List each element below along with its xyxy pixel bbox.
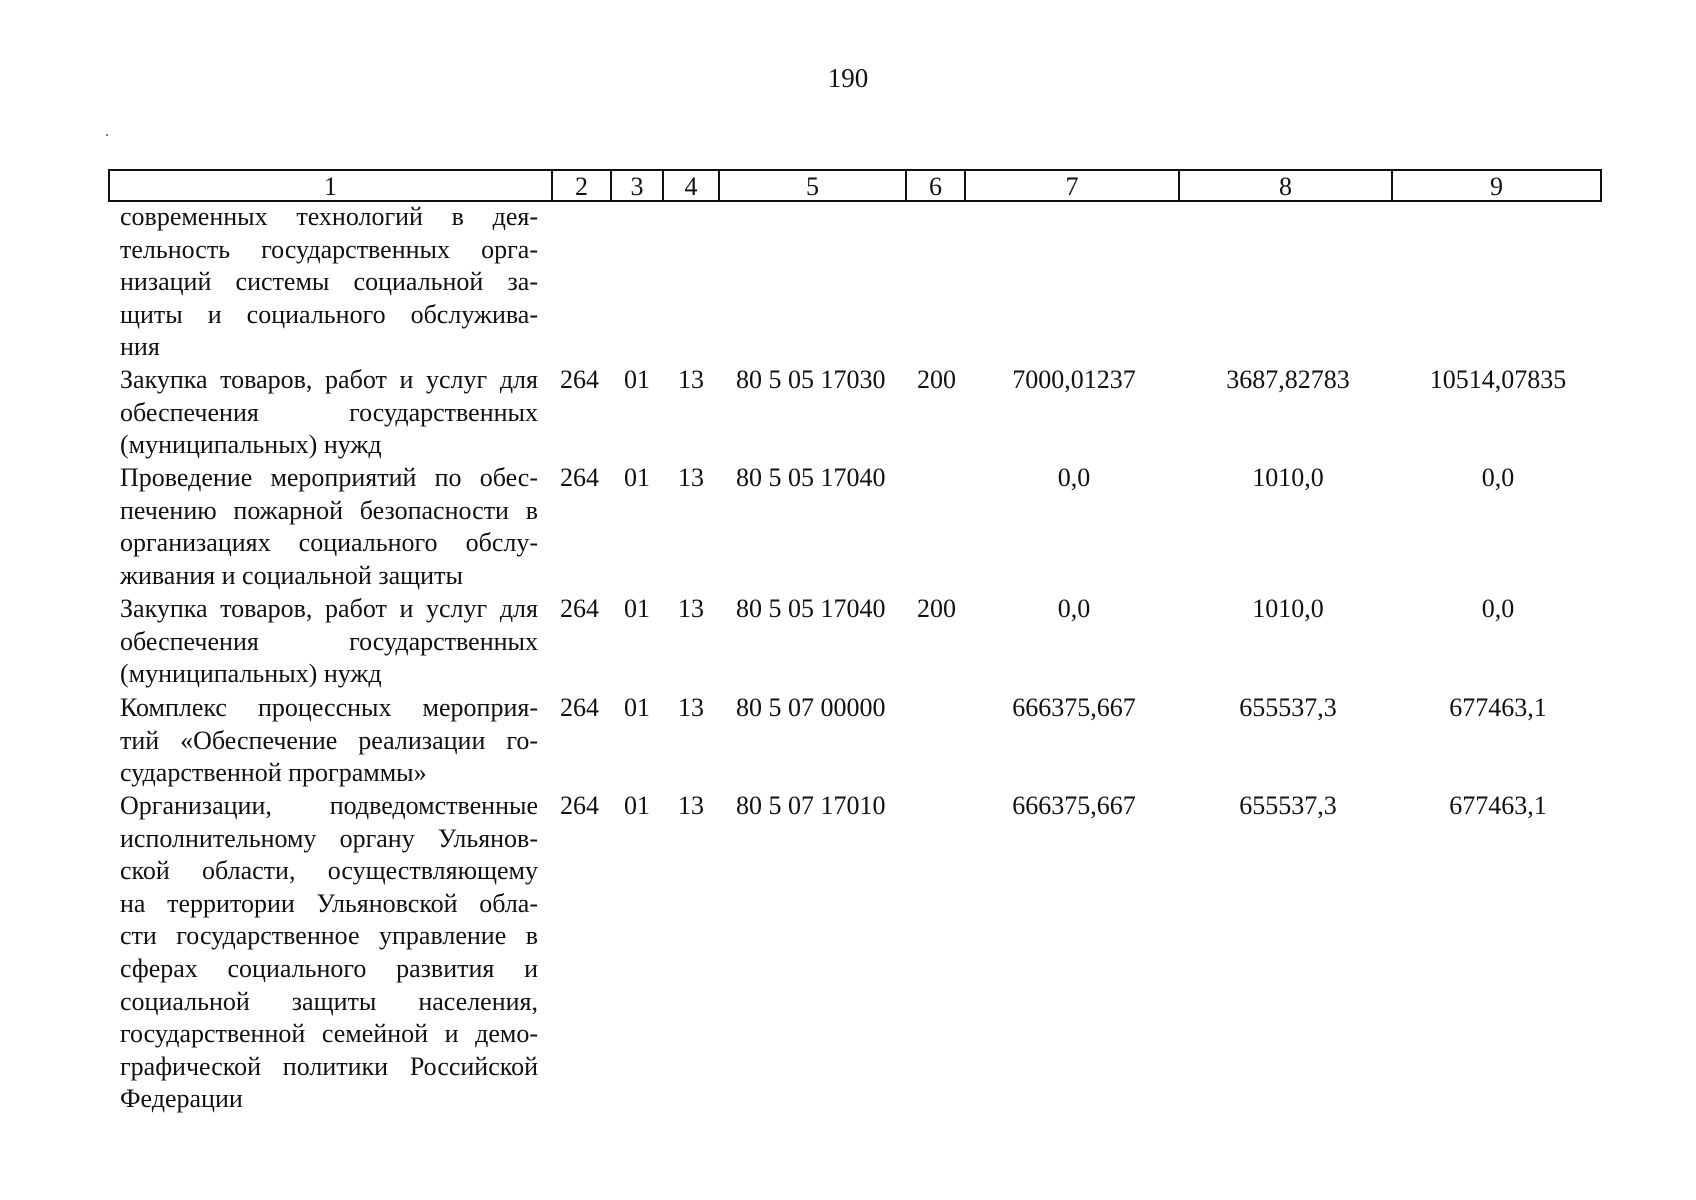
cell-expense-type: 200: [917, 594, 956, 623]
cell-amount-8: 3687,82783: [1226, 365, 1350, 394]
description-line: Закупка товаров, работ и услуг для: [120, 594, 538, 623]
description-line: Закупка товаров, работ и услуг для: [120, 365, 538, 394]
cell-target-article: 80 5 07 00000: [736, 693, 886, 722]
header-cell-4: 4: [664, 171, 720, 200]
cell-amount-7: 666375,667: [1012, 693, 1136, 722]
cell-subsection: 13: [678, 365, 704, 394]
row-description: [120, 462, 538, 592]
scan-speck: [106, 134, 108, 136]
description-line: низаций системы социальной за-: [120, 267, 538, 297]
cell-ministry-code: 264: [560, 791, 599, 820]
header-cell-9: 9: [1490, 172, 1503, 201]
cell-target-article: 80 5 05 17030: [736, 365, 886, 394]
row-description: [120, 790, 538, 1116]
header-cell-2: 2: [553, 171, 612, 200]
cell-section: 01: [624, 594, 650, 623]
description-line: тельность государственных орга-: [120, 234, 538, 264]
cell-section: 01: [624, 463, 650, 492]
description-line: ния: [120, 332, 160, 362]
description-line: печению пожарной безопасности в: [120, 495, 538, 525]
cell-ministry-code: 264: [560, 693, 599, 722]
description-line: сударственной программы»: [120, 758, 427, 788]
description-line: (муниципальных) нужд: [120, 659, 382, 689]
description-line: Комплекс процессных мероприя-: [120, 693, 538, 722]
cell-ministry-code: 264: [560, 365, 599, 394]
cell-ministry-code: 264: [560, 463, 599, 492]
row-description: [120, 364, 538, 462]
table-header: [108, 169, 1602, 202]
row-description: [120, 201, 538, 364]
cell-amount-8: 1010,0: [1252, 463, 1324, 492]
description-line: (муниципальных) нужд: [120, 430, 382, 460]
description-line: ской области, осуществляющему: [120, 856, 538, 886]
cell-amount-9: 677463,1: [1449, 791, 1547, 820]
description-line: Проведение мероприятий по обес-: [120, 463, 538, 492]
description-line: обеспечения государственных: [120, 626, 538, 656]
cell-subsection: 13: [678, 463, 704, 492]
cell-amount-8: 655537,3: [1239, 791, 1337, 820]
cell-amount-9: 677463,1: [1449, 693, 1547, 722]
cell-section: 01: [624, 693, 650, 722]
cell-amount-8: 655537,3: [1239, 693, 1337, 722]
description-line: тий «Обеспечение реализации го-: [120, 725, 538, 755]
description-line: социальной защиты населения,: [120, 986, 538, 1016]
cell-amount-8: 1010,0: [1252, 594, 1324, 623]
cell-amount-7: 0,0: [1057, 463, 1091, 492]
description-line: обеспечения государственных: [120, 397, 538, 427]
description-line: Организации, подведомственные: [120, 791, 538, 820]
description-line: графической политики Российской: [120, 1051, 538, 1081]
cell-amount-7: 666375,667: [1012, 791, 1136, 820]
description-line: государственной семейной и демо-: [120, 1019, 538, 1049]
description-line: Федерации: [120, 1084, 243, 1114]
description-line: щиты и социального обслужива-: [120, 299, 538, 329]
description-line: живания и социальной защиты: [120, 560, 463, 590]
description-line: сферах социального развития и: [120, 953, 538, 983]
cell-ministry-code: 264: [560, 594, 599, 623]
page-number: 190: [827, 63, 869, 93]
cell-target-article: 80 5 07 17010: [736, 791, 886, 820]
cell-amount-9: 0,0: [1481, 463, 1515, 492]
description-line: исполнительному органу Ульянов-: [120, 823, 538, 853]
row-description: [120, 692, 538, 790]
cell-amount-7: 0,0: [1057, 594, 1091, 623]
cell-subsection: 13: [678, 594, 704, 623]
cell-subsection: 13: [678, 693, 704, 722]
description-line: организациях социального обслу-: [120, 528, 538, 558]
cell-target-article: 80 5 05 17040: [736, 594, 886, 623]
header-cell-5: 5: [720, 171, 907, 200]
description-line: на территории Ульяновской обла-: [120, 888, 538, 918]
cell-subsection: 13: [678, 791, 704, 820]
description-line: современных технологий в дея-: [120, 202, 538, 231]
header-cell-7: 7: [966, 171, 1180, 200]
description-line: сти государственное управление в: [120, 921, 538, 951]
row-description: [120, 593, 538, 691]
cell-section: 01: [624, 791, 650, 820]
cell-amount-9: 0,0: [1481, 594, 1515, 623]
header-cell-8: 8: [1180, 171, 1393, 200]
cell-amount-9: 10514,07835: [1429, 365, 1567, 394]
header-cell-3: 3: [612, 171, 664, 200]
cell-amount-7: 7000,01237: [1012, 365, 1136, 394]
cell-target-article: 80 5 05 17040: [736, 463, 886, 492]
header-cell-1: 1: [110, 171, 553, 200]
cell-expense-type: 200: [917, 365, 956, 394]
header-cell-6: 6: [907, 171, 966, 200]
cell-section: 01: [624, 365, 650, 394]
